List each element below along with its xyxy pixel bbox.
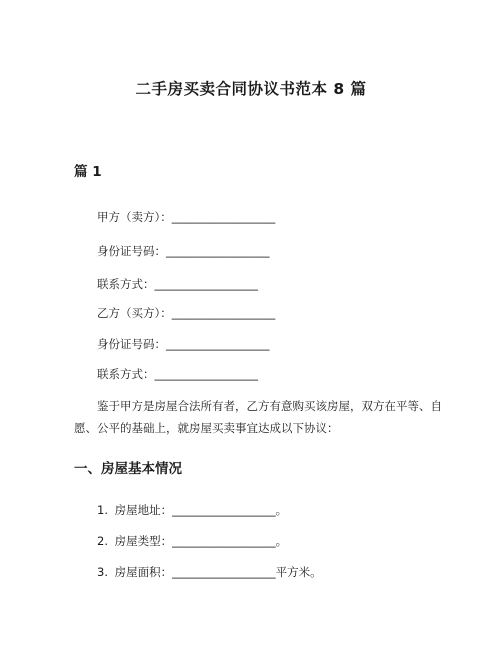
article-item bbox=[97, 502, 287, 518]
article-heading: 一、房屋基本情况 bbox=[74, 461, 182, 477]
seller-name-field: 甲方（卖方）：__________________ bbox=[97, 210, 276, 224]
buyer-id-field: 身份证号码：__________________ bbox=[97, 337, 270, 351]
seller-contact-field: 联系方式：__________________ bbox=[97, 277, 258, 291]
article-item-number: 2. bbox=[97, 534, 108, 548]
intro-paragraph: 鉴于甲方是房屋合法所有者，乙方有意购买该房屋，双方在平等、自愿、公平的基础上，就房屋买卖事宜达成以下协议： bbox=[74, 399, 442, 435]
article-item-text: 房屋面积：__________________平方米。 bbox=[114, 565, 322, 579]
article-item bbox=[97, 533, 287, 549]
article-item bbox=[97, 564, 322, 580]
document-title: 二手房买卖合同协议书范本 8 篇 bbox=[135, 80, 367, 98]
article-item-text: 房屋类型：__________________。 bbox=[114, 534, 288, 548]
buyer-contact-field: 联系方式：__________________ bbox=[97, 367, 258, 381]
article-item-text: 房屋地址：__________________。 bbox=[114, 503, 288, 517]
section-heading: 篇 1 bbox=[74, 164, 102, 180]
article-item-number: 1. bbox=[97, 503, 108, 517]
seller-id-field: 身份证号码：__________________ bbox=[97, 244, 270, 258]
article-item-number: 3. bbox=[97, 565, 108, 579]
buyer-name-field: 乙方（买方）：__________________ bbox=[97, 306, 276, 320]
